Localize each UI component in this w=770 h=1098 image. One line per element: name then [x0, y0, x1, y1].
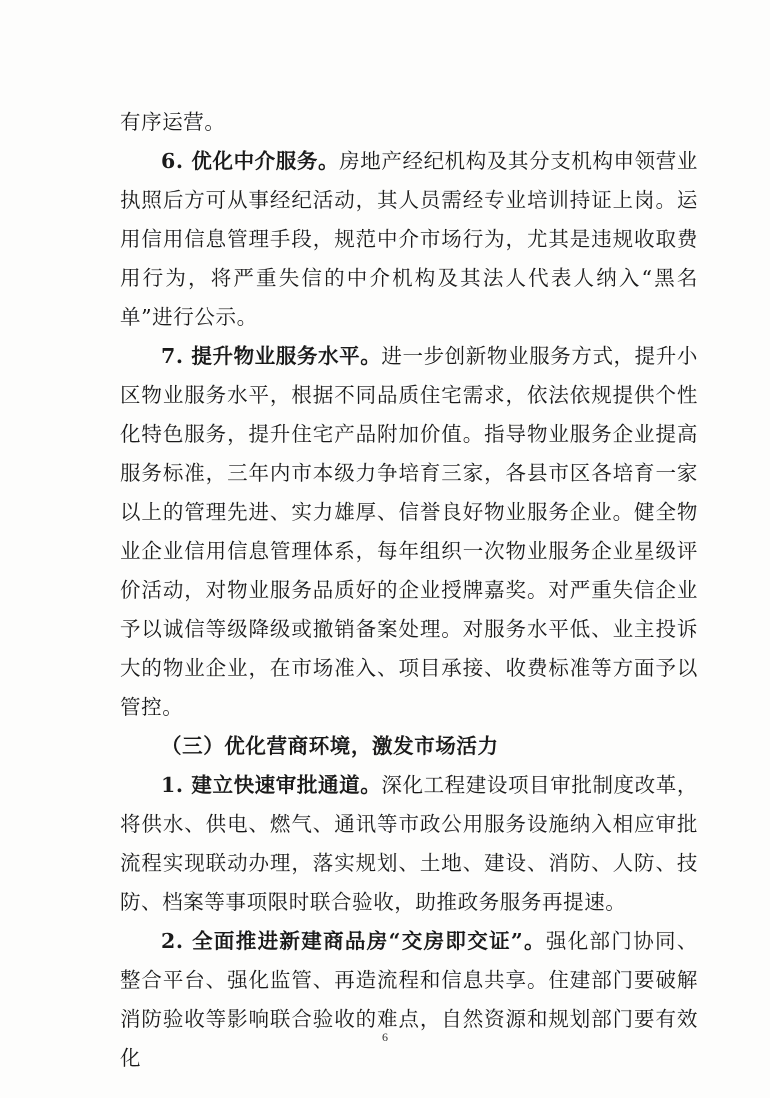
paragraph-heading: 6. 优化中介服务。: [161, 149, 340, 173]
paragraph-heading: 2. 全面推进新建商品房“交房即交证”。: [161, 929, 546, 953]
paragraph-fast-approval: [120, 766, 698, 922]
body-text: [120, 103, 698, 1078]
paragraph-body: 进一步创新物业服务方式，提升小区物业服务水平，根据不同品质住宅需求，依法依规提供个性化特色服务，提升住宅产品附加价值。指导物业服务企业提高服务标准，三年内市本级力争培育三家，各县市区各培育一家以上的管理先进、实力雄厚、信誉良好物业服务企业。健全物业企业信用信息管理体系，每年组织一次物业服务企业星级评价活动，对物业服务品质好的企业授牌嘉奖。对严重失信企业予以诚信等级降级或撤销备案处理。对服务水平低、业主投诉大的物业企业，在市场准入、项目承接、收费标准等方面予以管控。: [120, 344, 698, 719]
paragraph-body: 房地产经纪机构及其分支机构申领营业执照后方可从事经纪活动，其人员需经专业培训持证上岗。运用信用信息管理手段，规范中介市场行为，尤其是违规收取费用行为，将严重失信的中介机构及其法人代表人纳入“黑名单”进行公示。: [120, 149, 698, 329]
paragraph-continuation: [120, 103, 698, 142]
paragraph-delivery-certificate: [120, 922, 698, 1078]
paragraph-body: 强化部门协同、整合平台、强化监管、再造流程和信息共享。住建部门要破解消防验收等影响联合验收的难点，自然资源和规划部门要有效化: [120, 929, 698, 1070]
paragraph-body: 深化工程建设项目审批制度改革，将供水、供电、燃气、通讯等市政公用服务设施纳入相应审批流程实现联动办理，落实规划、土地、建设、消防、人防、技防、档案等事项限时联合验收，助推政务服务再提速。: [120, 773, 698, 914]
paragraph-heading: 1. 建立快速审批通道。: [161, 773, 382, 797]
paragraph-intermediary-services: [120, 142, 698, 337]
section-heading: （三）优化营商环境，激发市场活力: [161, 734, 499, 758]
paragraph-body: 有序运营。: [120, 110, 226, 134]
page-number: 6: [382, 1030, 388, 1044]
paragraph-property-services: [120, 337, 698, 727]
paragraph-heading: 7. 提升物业服务水平。: [161, 344, 382, 368]
